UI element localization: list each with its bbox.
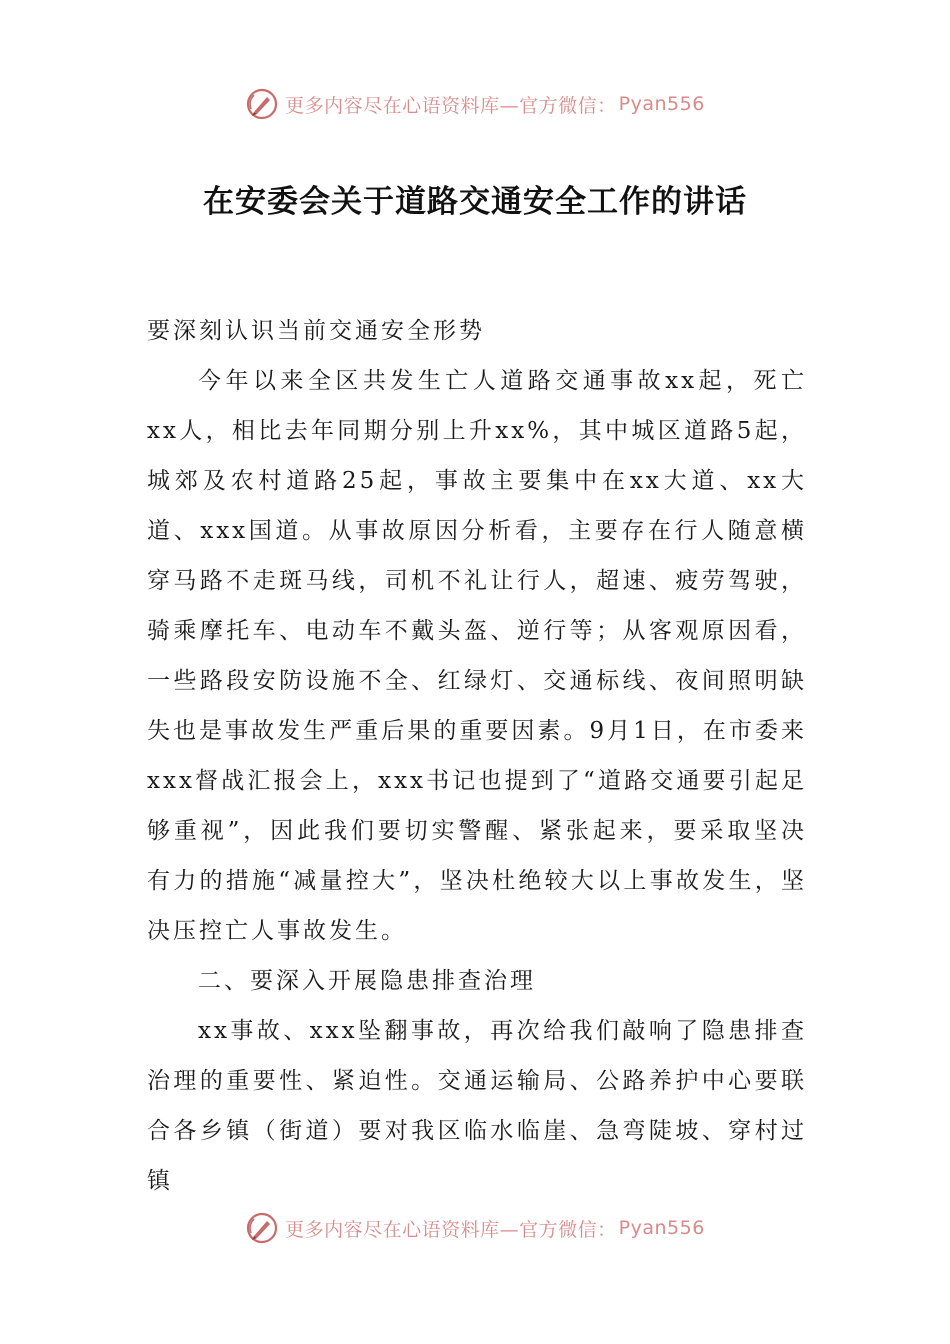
watermark-wechat-id: Pyan556	[618, 1217, 705, 1239]
pen-logo-icon	[245, 87, 279, 121]
section-heading-2: 二、要深入开展隐患排查治理	[198, 968, 536, 994]
watermark-header	[0, 84, 950, 124]
section-heading-1: 要深刻认识当前交通安全形势	[147, 318, 485, 344]
body-paragraph-1: 今年以来全区共发生亡人道路交通事故xx起，死亡xx人，相比去年同期分别上升xx%，其中城区道路5起，城郊及农村道路25起，事故主要集中在xx大道、xx大道、xxx国道。从事故原因分析看，主要存在行人随意横穿马路不走斑马线，司机不礼让行人，超速、疲劳驾驶，骑乘摩托车、电动车不戴头盔、逆行等；从客观原因看，一些路段安防设施不全、红绿灯、交通标线、夜间照明缺失也是事故发生严重后果的重要因素。9月1日，在市委来xxx督战汇报会上，xxx书记也提到了“道路交通要引起足够重视”，因此我们要切实警醒、紧张起来，要采取坚决有力的措施“减量控大”，坚决杜绝较大以上事故发生，坚决压控亡人事故发生。	[147, 368, 807, 944]
body-paragraph-2: xx事故、xxx坠翻事故，再次给我们敲响了隐患排查治理的重要性、紧迫性。交通运输局、公路养护中心要联合各乡镇（街道）要对我区临水临崖、急弯陡坡、穿村过镇	[147, 1018, 807, 1194]
watermark-footer	[0, 1208, 950, 1248]
pen-logo-icon	[245, 1211, 279, 1245]
watermark-text: 更多内容尽在心语资料库—官方微信：	[285, 94, 617, 117]
document-body	[147, 306, 807, 1206]
document-title: 在安委会关于道路交通安全工作的讲话	[203, 184, 747, 220]
watermark-wechat-id: Pyan556	[618, 93, 705, 115]
watermark-text: 更多内容尽在心语资料库—官方微信：	[285, 1218, 617, 1241]
